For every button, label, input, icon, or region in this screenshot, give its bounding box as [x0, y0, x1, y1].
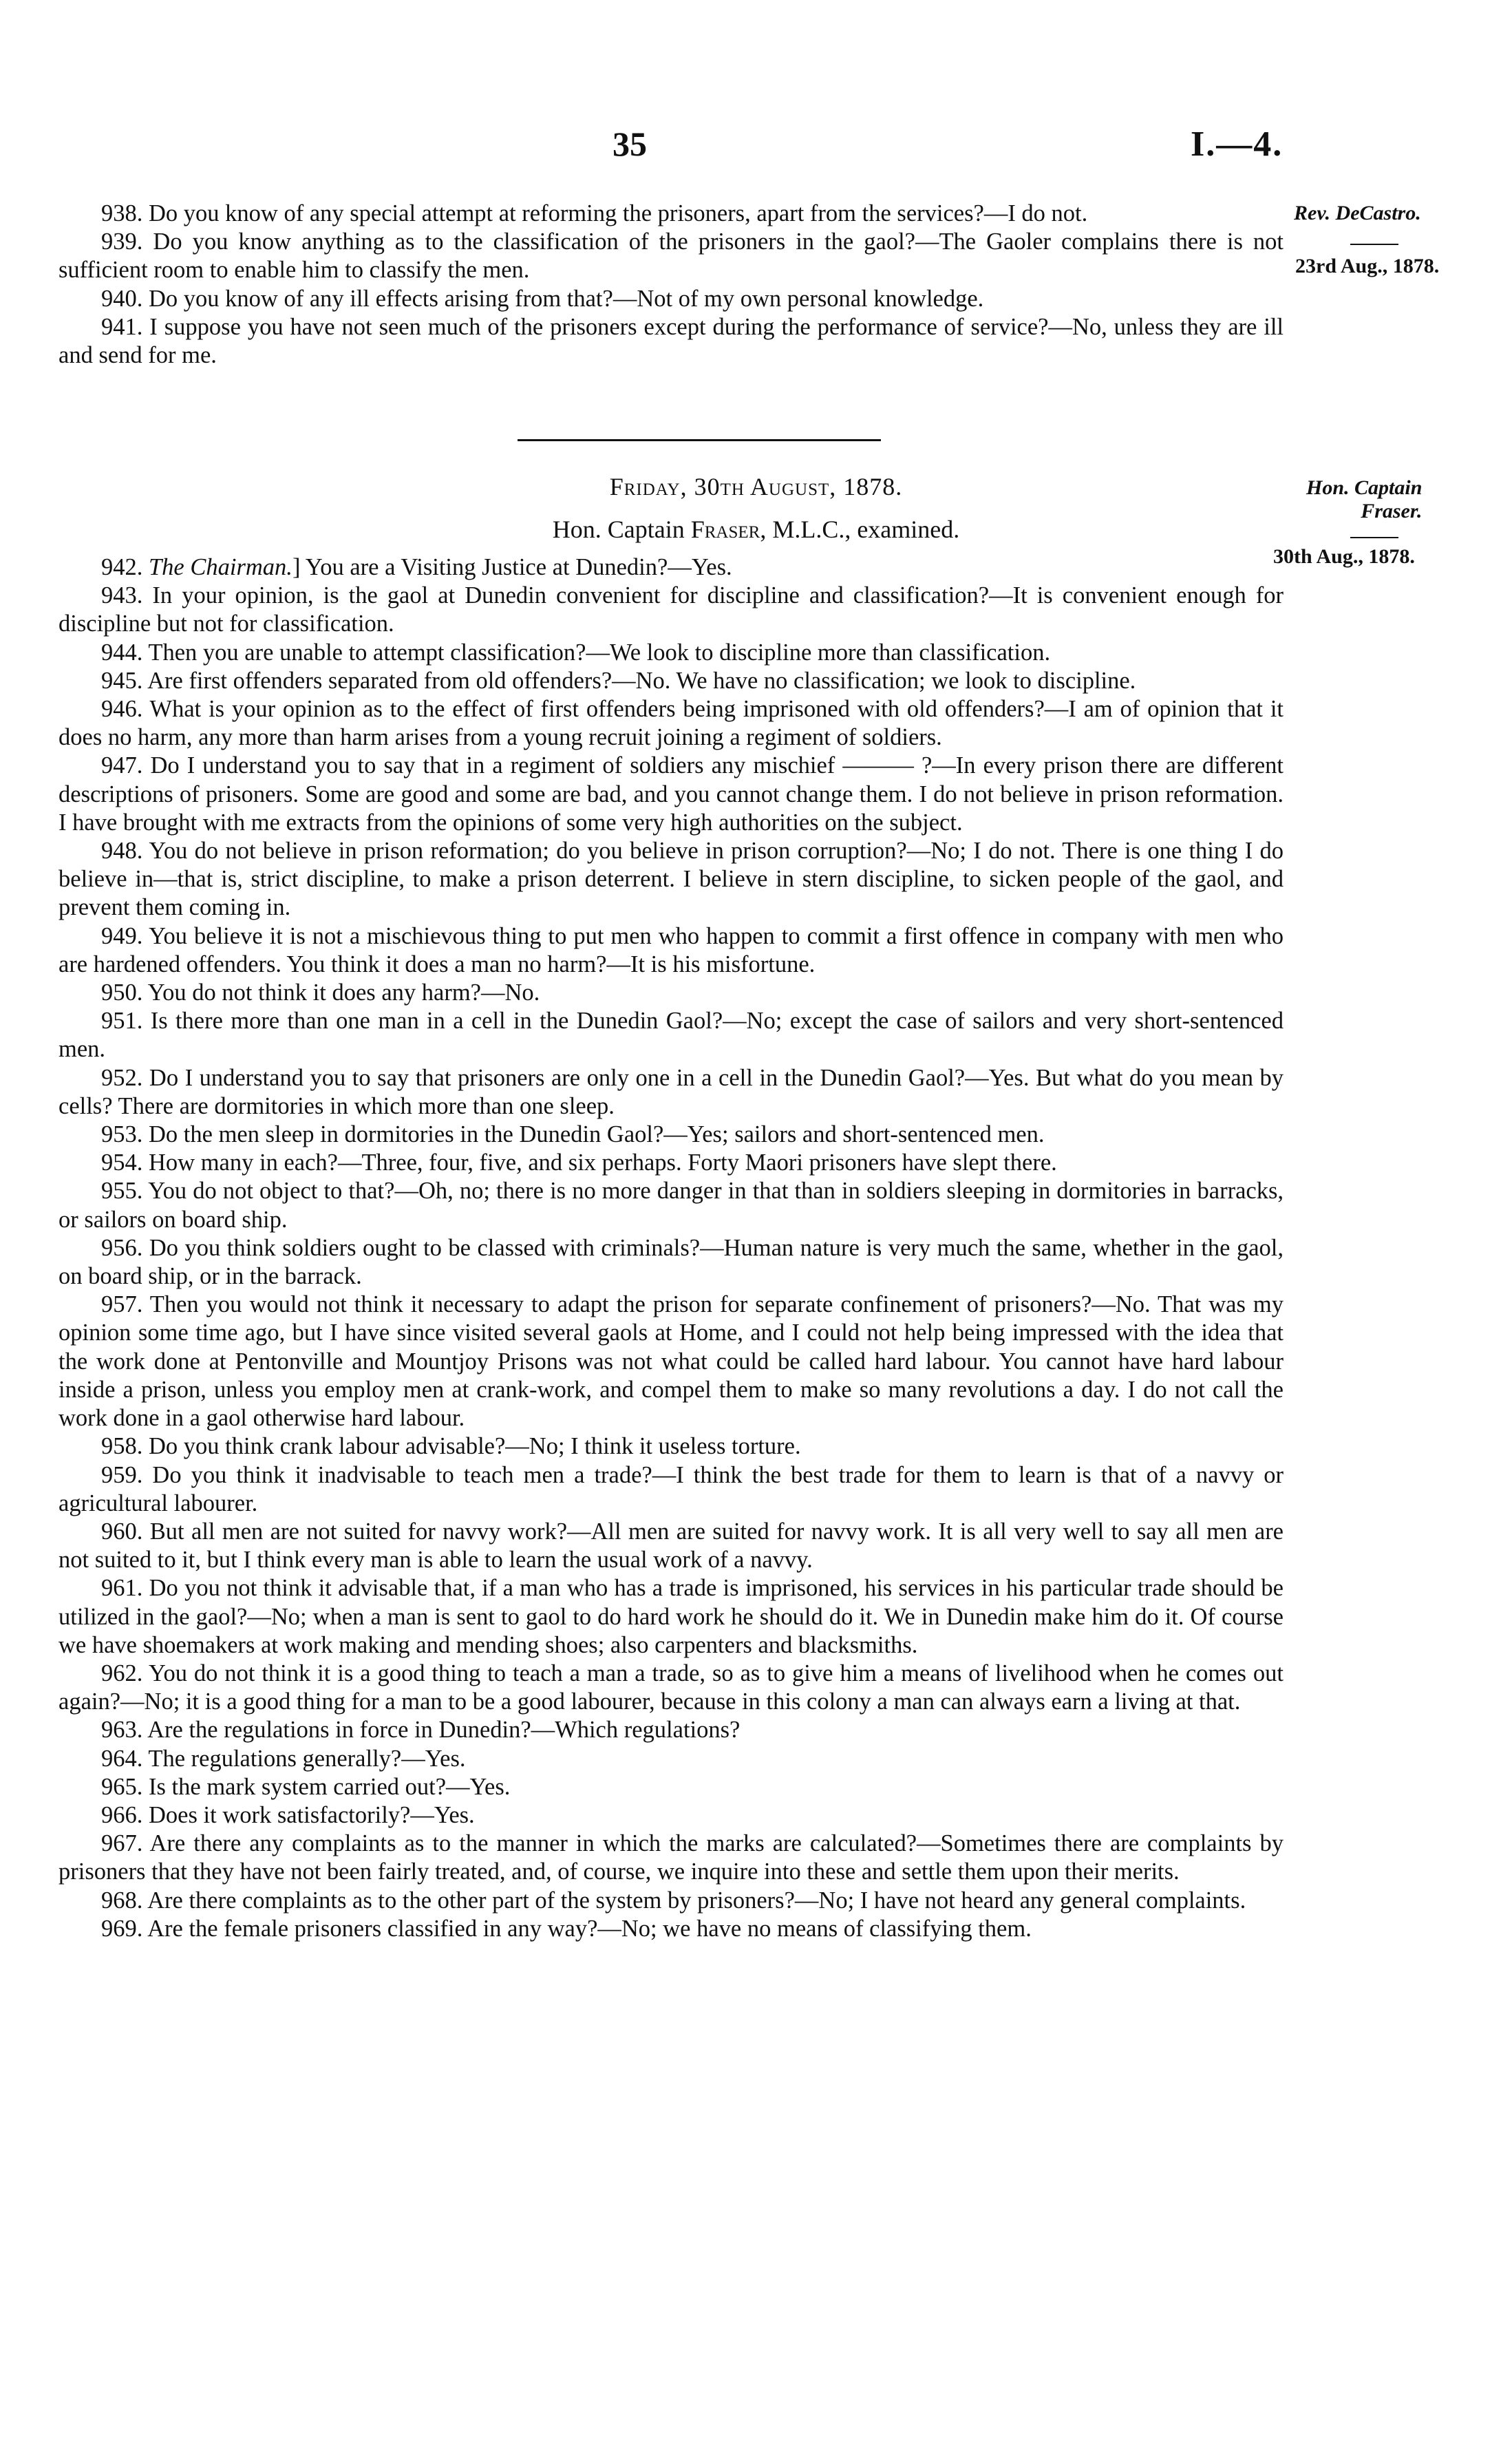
question-paragraph: 949. You believe it is not a mischievous thing to put men who happen to commit a first offence in company with men who are hardened offenders. You think it does a man no harm?—It is his misfortune. — [58, 922, 1284, 977]
question-paragraph: 952. Do I understand you to say that prisoners are only one in a cell in the Dunedin Gaol?—Yes. But what do you mean by cells? There are dormitories in which more than one sleep. — [58, 1064, 1284, 1119]
question-paragraph: 943. In your opinion, is the gaol at Dunedin convenient for discipline and classification?—It is convenient enough for discipline but not for classification. — [58, 582, 1284, 637]
witness-name: Fraser — [690, 516, 760, 543]
question-number: 942. — [101, 554, 143, 580]
question-paragraph: 963. Are the regulations in force in Dunedin?—Which regulations? — [101, 1717, 741, 1744]
question-paragraph: 940. Do you know of any ill effects arising from that?—Not of my own personal knowledge. — [101, 285, 984, 312]
question-paragraph: 956. Do you think soldiers ought to be classed with criminals?—Human nature is very much the same, whether in the gaol, on board ship, or in the barrack. — [58, 1234, 1284, 1290]
page-reference: I.—4. — [1191, 125, 1284, 164]
question-paragraph: 948. You do not believe in prison reformation; do you believe in prison corruption?—No; I do not. There is one thing I do believe in—that is, strict discipline, to make a prison deterrent. I believe in stern discipline, to sicken people of the gaol, and prevent them coming in. — [58, 838, 1284, 921]
witness-suffix: , M.L.C., examined. — [760, 516, 960, 543]
question-paragraph: 968. Are there complaints as to the other part of the system by prisoners?—No; I have not heard any general complaints. — [101, 1887, 1246, 1914]
question-paragraph — [58, 553, 1284, 582]
margin-witness-date: 30th Aug., 1878. — [1273, 545, 1415, 568]
witness-prefix: Hon. Captain — [552, 516, 685, 543]
question-paragraph: 959. Do you think it inadvisable to teach men a trade?—I think the best trade for them to learn is that of a navvy or agricultural labourer. — [58, 1461, 1284, 1516]
page-number: 35 — [613, 125, 647, 163]
question-paragraph: 950. You do not think it does any harm?—No. — [101, 979, 540, 1006]
question-paragraph: 955. You do not object to that?—Oh, no; there is no more danger in that than in soldiers sleeping in dormitories in barracks, or sailors on board ship. — [58, 1178, 1284, 1233]
question-text: ] You are a Visiting Justice at Dunedin?—Yes. — [292, 554, 732, 580]
question-paragraph: 957. Then you would not think it necessary to adapt the prison for separate confinement of prisoners?—No. That was my opinion some time ago, but I have since visited several gaols at Home, and I could not help being impressed with the idea that the work done at Pentonville and Mountjoy Prisons was not what could be called hard labour. You cannot have hard labour inside a prison, unless you employ men at crank-work, and compel them to make so many revolutions a day. I do not call the work done in a gaol otherwise hard labour. — [58, 1291, 1284, 1432]
question-paragraph: 941. I suppose you have not seen much of the prisoners except during the performance of service?—No, unless they are ill and send for me. — [58, 313, 1284, 369]
question-paragraph: 945. Are first offenders separated from old offenders?—No. We have no classification; we look to discipline. — [101, 667, 1136, 694]
question-paragraph: 944. Then you are unable to attempt classification?—We look to discipline more than classification. — [101, 639, 1051, 666]
question-paragraph: 953. Do the men sleep in dormitories in the Dunedin Gaol?—Yes; sailors and short-sentenced men. — [101, 1121, 1045, 1148]
margin-rule — [1350, 244, 1398, 245]
question-paragraph: 960. But all men are not suited for navvy work?—All men are suited for navvy work. It is all very well to say all men are not suited to it, but I think every man is able to learn the usual work of a navvy. — [58, 1518, 1284, 1574]
question-paragraph: 962. You do not think it is a good thing to teach a man a trade, so as to give him a means of livelihood when he comes out again?—No; it is a good thing for a man to be a good labourer, because in this colony a man can always earn a living at that. — [58, 1660, 1284, 1715]
witness-heading — [0, 515, 1512, 544]
section-questions-938-941 — [58, 200, 1284, 370]
margin-rule — [1350, 537, 1398, 538]
question-paragraph: 951. Is there more than one man in a cell in the Dunedin Gaol?—No; except the case of sailors and very short-sentenced men. — [58, 1008, 1284, 1063]
speaker: The Chairman. — [149, 554, 292, 580]
question-paragraph: 967. Are there any complaints as to the manner in which the marks are calculated?—Sometimes there are complaints by prisoners that they have not been fairly treated, and, of course, we inquire into these and settle them upon their merits. — [58, 1830, 1284, 1885]
margin-name-line2: Fraser. — [1361, 500, 1423, 522]
question-paragraph: 966. Does it work satisfactorily?—Yes. — [101, 1801, 475, 1828]
question-paragraph: 969. Are the female prisoners classified in any way?—No; we have no means of classifying them. — [101, 1915, 1032, 1942]
question-paragraph: 958. Do you think crank labour advisable?—No; I think it useless torture. — [101, 1433, 801, 1460]
question-paragraph: 946. What is your opinion as to the effect of first offenders being imprisoned with old offenders?—I am of opinion that it does no harm, any more than harm arises from a young recruit joining a regiment of soldiers. — [58, 696, 1284, 751]
margin-witness-date: 23rd Aug., 1878. — [1295, 255, 1440, 277]
question-paragraph: 964. The regulations generally?—Yes. — [101, 1745, 466, 1772]
question-paragraph: 954. How many in each?—Three, four, five, and six perhaps. Forty Maori prisoners have slept there. — [101, 1150, 1057, 1176]
hearing-dateline: Friday, 30th August, 1878. — [609, 473, 903, 500]
question-paragraph: 961. Do you not think it advisable that, if a man who has a trade is imprisoned, his services in his particular trade should be utilized in the gaol?—No; when a man is sent to gaol to do hard work he should do it. We in Dunedin make him do it. Of course we have shoemakers at work making and mending shoes; also carpenters and blacksmiths. — [58, 1575, 1284, 1658]
question-paragraph: 947. Do I understand you to say that in a regiment of soldiers any mischief ——— ?—In every prison there are different descriptions of prisoners. Some are good and some are bad, and you cannot change them. I do not believe in prison reformation. I have brought with me extracts from the opinions of some very high authorities on the subject. — [58, 752, 1284, 836]
margin-name-line1: Hon. Captain — [1306, 476, 1423, 499]
section-questions-942-969 — [58, 553, 1284, 1943]
question-paragraph: 939. Do you know anything as to the classification of the prisoners in the gaol?—The Gaoler complains there is not sufficient room to enable him to classify the men. — [58, 229, 1284, 284]
question-paragraph: 938. Do you know of any special attempt at reforming the prisoners, apart from the services?—I do not. — [101, 200, 1088, 226]
margin-witness-name: Rev. DeCastro. — [1294, 202, 1421, 224]
question-paragraph: 965. Is the mark system carried out?—Yes. — [101, 1773, 511, 1800]
section-divider — [518, 439, 881, 441]
margin-witness-name — [1306, 476, 1422, 523]
